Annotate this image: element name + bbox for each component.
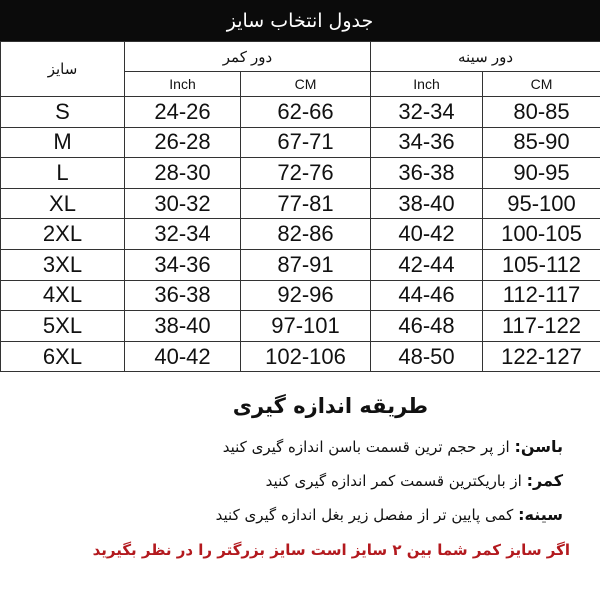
chest-inch-cell: 32-34 xyxy=(371,97,483,128)
waist-cm-cell: 82-86 xyxy=(241,219,371,250)
chest-inch-cell: 42-44 xyxy=(371,249,483,280)
waist-inch-cell: 24-26 xyxy=(125,97,241,128)
waist-group-header: دور کمر xyxy=(125,42,371,72)
chest-inch-header: Inch xyxy=(371,72,483,97)
size-cell: XL xyxy=(1,188,125,219)
waist-inch-cell: 26-28 xyxy=(125,127,241,158)
size-cell: 2XL xyxy=(1,219,125,250)
size-cell: M xyxy=(1,127,125,158)
size-table xyxy=(0,41,600,372)
chest-inch-cell: 38-40 xyxy=(371,188,483,219)
table-row xyxy=(1,188,600,219)
chest-inch-cell: 44-46 xyxy=(371,280,483,311)
chest-cm-cell: 117-122 xyxy=(483,311,600,342)
chest-cm-cell: 80-85 xyxy=(483,97,600,128)
waist-cm-cell: 97-101 xyxy=(241,311,371,342)
table-row xyxy=(1,219,600,250)
size-cell: 5XL xyxy=(1,311,125,342)
hip-instruction xyxy=(223,437,563,456)
waist-cm-cell: 72-76 xyxy=(241,158,371,189)
chest-cm-cell: 85-90 xyxy=(483,127,600,158)
chest-inch-cell: 36-38 xyxy=(371,158,483,189)
chest-cm-cell: 90-95 xyxy=(483,158,600,189)
waist-inch-cell: 40-42 xyxy=(125,341,241,372)
waist-cm-cell: 87-91 xyxy=(241,249,371,280)
chest-instruction xyxy=(216,505,563,524)
waist-inch-cell: 30-32 xyxy=(125,188,241,219)
hip-text: از پر حجم ترین قسمت باسن اندازه گیری کنید xyxy=(222,438,510,456)
chest-inch-cell: 46-48 xyxy=(371,311,483,342)
table-row xyxy=(1,341,600,372)
table-row xyxy=(1,127,600,158)
chest-inch-cell: 48-50 xyxy=(371,341,483,372)
chest-cm-header: CM xyxy=(483,72,600,97)
waist-inch-header: Inch xyxy=(125,72,241,97)
waist-inch-cell: 38-40 xyxy=(125,311,241,342)
chest-cm-cell: 95-100 xyxy=(483,188,600,219)
size-cell: S xyxy=(1,97,125,128)
chest-cm-cell: 100-105 xyxy=(483,219,600,250)
waist-cm-cell: 92-96 xyxy=(241,280,371,311)
size-cell: 3XL xyxy=(1,249,125,280)
chest-cm-cell: 105-112 xyxy=(483,249,600,280)
table-row xyxy=(1,311,600,342)
guide-title: طریقه اندازه گیری xyxy=(232,394,428,418)
table-title: جدول انتخاب سایز xyxy=(0,0,600,41)
waist-inch-cell: 32-34 xyxy=(125,219,241,250)
chest-label: سینه: xyxy=(518,505,563,524)
table-row xyxy=(1,249,600,280)
waist-label: کمر: xyxy=(526,471,563,490)
waist-instruction xyxy=(266,471,563,490)
size-cell: 6XL xyxy=(1,341,125,372)
chest-inch-cell: 40-42 xyxy=(371,219,483,250)
waist-cm-cell: 62-66 xyxy=(241,97,371,128)
waist-cm-cell: 102-106 xyxy=(241,341,371,372)
table-row xyxy=(1,158,600,189)
waist-inch-cell: 36-38 xyxy=(125,280,241,311)
chest-text: کمی پایین تر از مفصل زیر بغل اندازه گیری کنید xyxy=(215,506,514,524)
waist-cm-cell: 67-71 xyxy=(241,127,371,158)
size-column-header: سایز xyxy=(1,42,125,97)
waist-inch-cell: 34-36 xyxy=(125,249,241,280)
chest-group-header: دور سینه xyxy=(371,42,600,72)
table-row xyxy=(1,97,600,128)
waist-cm-cell: 77-81 xyxy=(241,188,371,219)
hip-label: باسن: xyxy=(514,437,563,456)
chest-inch-cell: 34-36 xyxy=(371,127,483,158)
chest-cm-cell: 122-127 xyxy=(483,341,600,372)
size-cell: L xyxy=(1,158,125,189)
size-advice-note: اگر سایز کمر شما بین ۲ سایز است سایز بزرگتر را در نظر بگیرید xyxy=(92,541,570,559)
table-row xyxy=(1,280,600,311)
waist-inch-cell: 28-30 xyxy=(125,158,241,189)
size-cell: 4XL xyxy=(1,280,125,311)
chest-cm-cell: 112-117 xyxy=(483,280,600,311)
waist-text: از باریکترین قسمت کمر اندازه گیری کنید xyxy=(265,472,522,490)
waist-cm-header: CM xyxy=(241,72,371,97)
